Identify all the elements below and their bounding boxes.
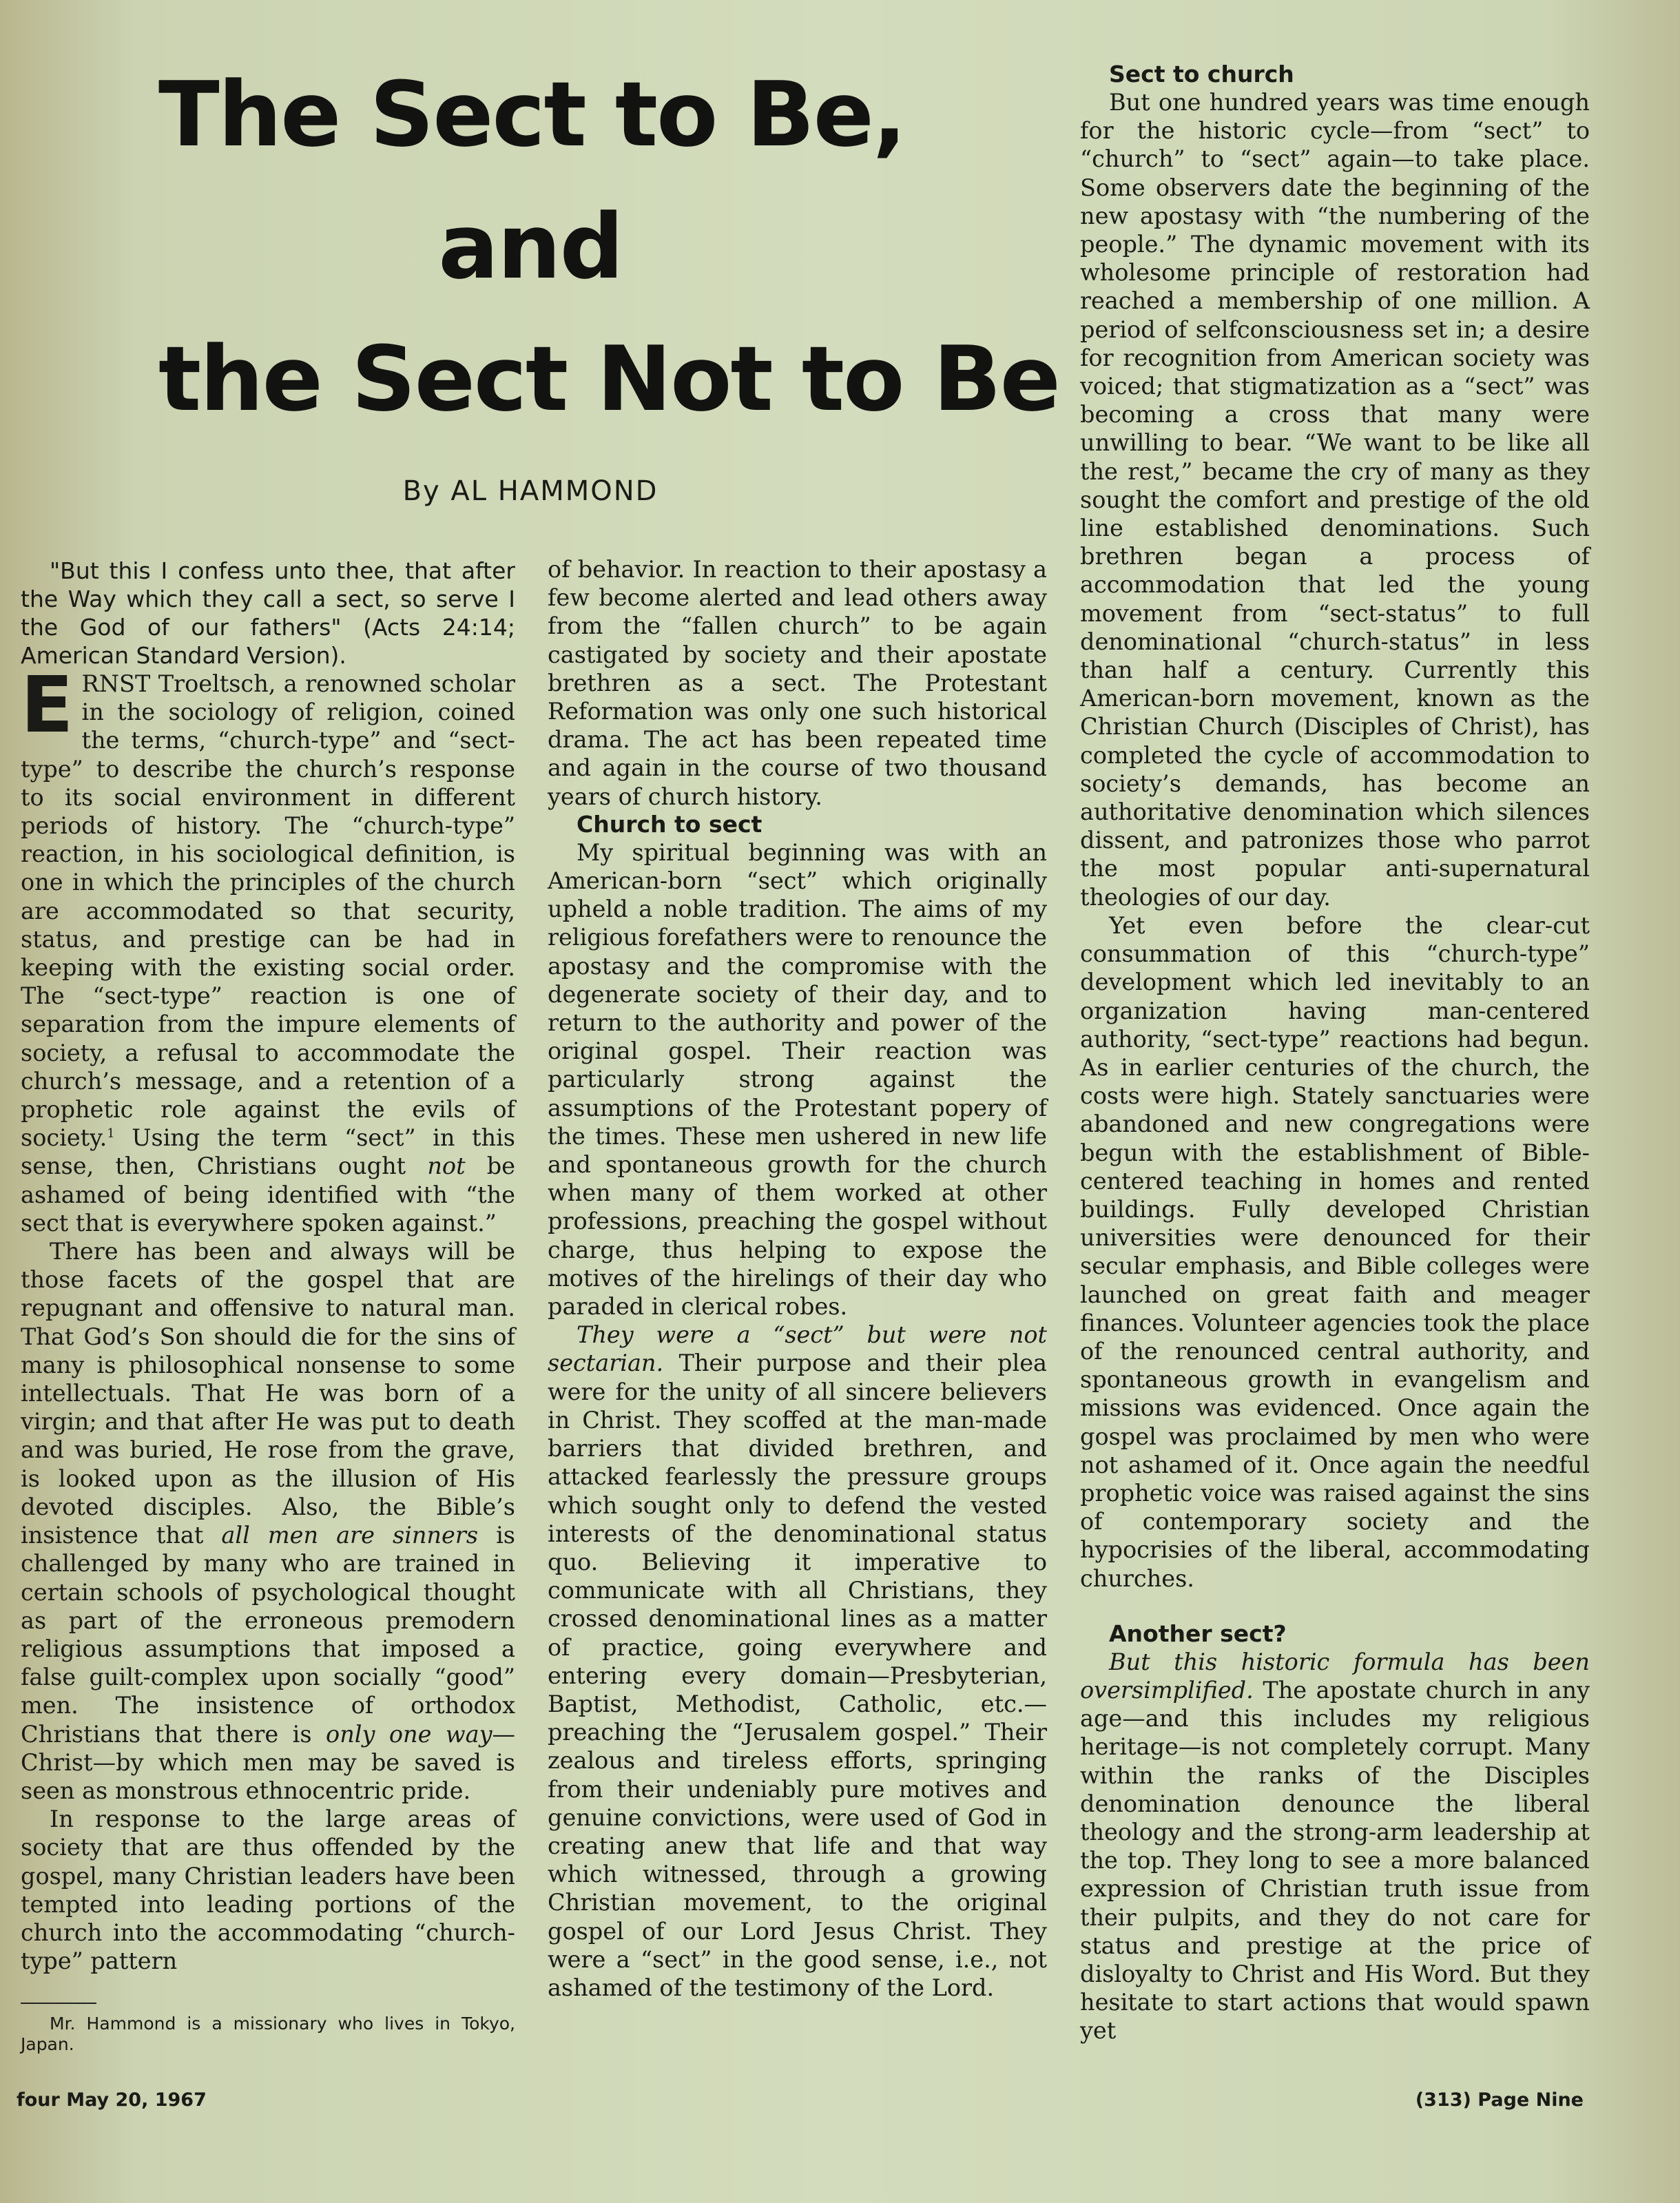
column-2 [548, 555, 1047, 2002]
paragraph-text: Using the term “sect” in this sense, then, Christians ought [21, 1124, 515, 1180]
drop-cap: E [21, 661, 74, 750]
paragraph-text: be ashamed of being identified with “the sect that is everywhere spoken against.” [21, 1152, 515, 1237]
column-3 [1080, 61, 1590, 2045]
paragraph: Yet even before the clear-cut consummation of this “church-type” development which led inevitably to an organization having man-centered authority, “sect-type” reactions had begun. As in earlier centuries of the church, the costs were high. Stately sanctuaries were abandoned and new congregations were begun with the establishment of Bible-centered teaching in homes and rented buildings. Fully developed Christian universities were denounced for their secular emphasis, and Bible colleges were launched on great faith and meager finances. Volunteer agencies took the place of the renounced central authority, and spontaneous growth in evangelism and missions was evidenced. Once again the gospel was proclaimed by men who were not ashamed of it. Once again the needful prophetic voice was raised against the sins of contemporary society and the hypocrisies of the liberal, accommodating churches. [1080, 911, 1590, 1592]
paragraph-text: The apostate church in any age—and this includes my religious heritage—is not completely corrupt. Many within the ranks of the Disciples denomination denounce the liberal theology and the strong-arm leadership at the top. They long to see a more balanced expression of Christian truth issue from their pulpits, and they do not care for status and prestige at the price of disloyalty to Christ and His Word. But they hesitate to start actions that would spawn yet [1080, 1676, 1590, 2045]
paragraph-text: is challenged by many who are trained in certain schools of psychological thought as part of the erroneous premodern religious assumptions that imposed a false guilt-complex upon socially “good” men. The insistence of orthodox Christians that there is [21, 1522, 516, 1748]
title-line-1: The Sect to Be, [158, 62, 906, 167]
emphasis: all men are sinners [221, 1522, 479, 1549]
column-1 [21, 557, 515, 2055]
title-line-2: and [438, 194, 623, 299]
footnote-marker: 1 [107, 1126, 115, 1141]
paragraph: My spiritual beginning was with an American-born “sect” which originally upheld a noble tradition. The aims of my religious forefathers were to renounce the apostasy and the compromise with the degenerate society of their day, and to return to the authority and power of the original gospel. Their reaction was particularly strong against the assumptions of the Protestant popery of the times. These men ushered in new life and spontaneous growth for the church when many of them worked at other professions, preaching the gospel without charge, thus helping to expose the motives of the hirelings of their day who paraded in clerical robes. [548, 838, 1047, 1321]
paragraph: But one hundred years was time enough for the historic cycle—from “sect” to “church” to “sect” again—to take place. Some observers date the beginning of the new apostasy with “the numbering of the people.” The dynamic movement with its wholesome principle of restoration had reached a membership of one million. A period of selfconsciousness set in; a desire for recognition from American society was voiced; that stigmatization as a “sect” was becoming a cross that many were unwilling to bear. “We want to be like all the rest,” became the cry of many as they sought the comfort and prestige of the old line established denominations. Such brethren began a process of accommodation that led the young movement from “sect-status” to full denominational “church-status” in less than half a century. Currently this American-born movement, known as the Christian Church (Disciples of Christ), has completed the cycle of accommodation to society’s demands, has become an authoritative denomination which silences dissent, and patronizes those who parrot the most popular anti-supernatural theologies of our day. [1080, 89, 1590, 911]
footnote: Mr. Hammond is a missionary who lives in Tokyo, Japan. [21, 2014, 515, 2055]
paragraph [21, 661, 515, 1237]
emphasis: They were a “sect” but were not sectarian. [548, 1321, 1047, 1377]
title-line-3: the Sect Not to Be [158, 327, 1059, 431]
footer-left: four May 20, 1967 [17, 2089, 207, 2111]
footnote-rule [21, 2003, 96, 2004]
section-heading: Another sect? [1109, 1620, 1287, 1647]
section-heading: Church to sect [577, 810, 763, 838]
emphasis: not [427, 1152, 466, 1180]
paragraph [1080, 1648, 1590, 2045]
paragraph-text: —Christ—by which men may be saved is seen as monstrous ethnocentric pride. [21, 1720, 516, 1804]
byline: By AL HAMMOND [402, 475, 658, 507]
paragraph: of behavior. In reaction to their apostasy a few become alerted and lead others away from the “fallen church” to be again castigated by society and their apostate brethren as a sect. The Protestant Reformation was only one such historical drama. The act has been repeated time and again in the course of two thousand years of church history. [548, 556, 1047, 810]
paragraph [21, 1237, 515, 1805]
footer-right: (313) Page Nine [1415, 2089, 1584, 2111]
paragraph [548, 1321, 1047, 2002]
paragraph-text: Their purpose and their plea were for the unity of all sincere believers in Christ. They scoffed at the man-made barriers that divided brethren, and attacked fearlessly the pressure groups which sought only to defend the vested interests of the denominational status quo. Believing it imperative to communicate with all Christians, they crossed denominational lines as a matter of practice, going everywhere and entering every domain—Presbyterian, Baptist, Methodist, Catholic, etc.—preaching the “Jerusalem gospel.” Their zealous and tireless efforts, springing from their undeniably pure motives and genuine convictions, were used of God in creating anew that life and that way which witnessed, through a growing Christian movement, to the original gospel of our Lord Jesus Christ. They were a “sect” in the good sense, i.e., not ashamed of the testimony of the Lord. [548, 1349, 1047, 2001]
emphasis: only one way [326, 1720, 492, 1748]
paragraph: In response to the large areas of society that are thus offended by the gospel, many Christian leaders have been tempted into leading portions of the church into the accommodating “church-type” pattern [21, 1806, 515, 1975]
paragraph-text: RNST Troeltsch, a renowned scholar in the sociology of religion, coined the terms, “church-type” and “sect-type” to describe the church’s response to its social environment in different periods of history. The “church-type” reaction, in his sociological definition, is one in which the principles of the church are accommodated so that security, status, and prestige can be had in keeping with the existing social order. The “sect-type” reaction is one of separation from the impure elements of society, a refusal to accommodate the church’s message, and a retention of a prophetic role against the evils of society. [21, 670, 515, 1152]
paragraph-text: There has been and always will be those facets of the gospel that are repugnant and offensive to natural man. That God’s Son should die for the sins of many is philosophical nonsense to some intellectuals. That He was born of a virgin; and that after He was put to death and was buried, He rose from the grave, is looked upon as the illusion of His devoted disciples. Also, the Bible’s insistence that [21, 1238, 515, 1549]
emphasis: But this historic formula has been oversimplified. [1080, 1648, 1590, 1704]
article-title [158, 48, 1059, 445]
epigraph: "But this I confess unto thee, that after the Way which they call a sect, so serve I the God of our fathers" (Acts 24:14; American Standard Version). [21, 557, 515, 669]
section-heading: Sect to church [1109, 61, 1294, 87]
